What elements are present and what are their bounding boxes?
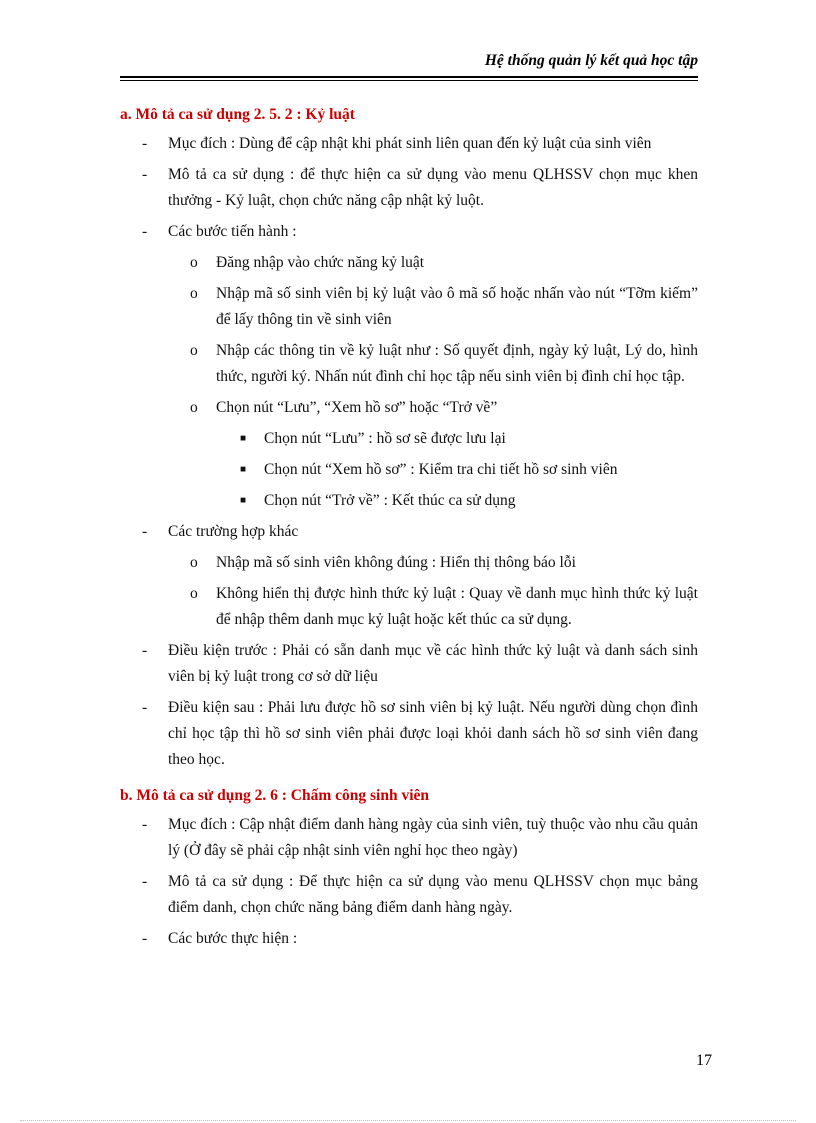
section-a-description [120, 162, 698, 214]
description-text: Mô tả ca sử dụng : Để thực hiện ca sử dụng vào menu QLHSSV chọn mục bảng điểm danh, chọn chức năng bảng điểm danh hàng ngày. [168, 873, 698, 916]
sub-step-item [120, 457, 698, 483]
dash-bullet: - [142, 699, 148, 716]
circle-bullet: o [190, 254, 198, 271]
other-case-item [120, 581, 698, 633]
circle-bullet: o [190, 285, 198, 302]
section-b-steps-label [120, 926, 698, 952]
circle-bullet: o [190, 585, 198, 602]
square-bullet-icon: ■ [240, 495, 247, 506]
sub-step-text: Chọn nút “Trở về” : Kết thúc ca sử dụng [264, 492, 516, 509]
dash-bullet: - [142, 930, 148, 947]
sub-step-text: Chọn nút “Xem hồ sơ” : Kiểm tra chi tiết hồ sơ sinh viên [264, 461, 618, 478]
step-item [120, 338, 698, 390]
precondition-text: Điều kiện trước : Phải có sẵn danh mục về các hình thức kỷ luật và danh sách sinh viên bị kỷ luật trong cơ sở dữ liệu [168, 642, 698, 685]
other-case-text: Nhập mã số sinh viên không đúng : Hiển thị thông báo lỗi [216, 554, 576, 571]
header-rule-thick [120, 76, 698, 78]
other-cases-label-text: Các trường hợp khác [168, 523, 299, 540]
step-text: Nhập mã số sinh viên bị kỷ luật vào ô mã số hoặc nhấn vào nút “Tỡm kiếm” để lấy thông tin về sinh viên [216, 285, 698, 328]
purpose-text: Mục đích : Cập nhật điểm danh hàng ngày của sinh viên, tuỳ thuộc vào nhu cầu quản lý (Ở đây sẽ phải cập nhật sinh viên nghỉ học theo ngày) [168, 816, 698, 859]
dash-bullet: - [142, 135, 148, 152]
step-text: Nhập các thông tin về kỷ luật như : Số quyết định, ngày kỷ luật, Lý do, hình thức, người ký. Nhấn nút đình chỉ học tập nếu sinh viên bị đình chỉ học tập. [216, 342, 698, 385]
section-b-description [120, 869, 698, 921]
step-text: Đăng nhập vào chức năng kỷ luật [216, 254, 425, 271]
section-b-heading: b. Mô tả ca sử dụng 2. 6 : Chấm công sinh viên [120, 787, 430, 804]
purpose-text: Mục đích : Dùng để cập nhật khi phát sinh liên quan đến kỷ luật của sinh viên [168, 135, 652, 152]
circle-bullet: o [190, 342, 198, 359]
header-rule-thin [120, 80, 698, 81]
square-bullet-icon: ■ [240, 433, 247, 444]
steps-label-text: Các bước tiến hành : [168, 223, 297, 240]
section-a-steps-label [120, 219, 698, 245]
other-case-text: Không hiển thị được hình thức kỷ luật : Quay về danh mục hình thức kỷ luật để nhập thêm danh mục kỷ luật hoặc kết thúc ca sử dụng. [216, 585, 698, 628]
dash-bullet: - [142, 523, 148, 540]
dash-bullet: - [142, 642, 148, 659]
page-number: 17 [696, 1052, 712, 1069]
page-content [120, 104, 698, 957]
circle-bullet: o [190, 399, 198, 416]
step-text: Chọn nút “Lưu”, “Xem hồ sơ” hoặc “Trở về” [216, 399, 498, 416]
dash-bullet: - [142, 223, 148, 240]
running-header-title: Hệ thống quản lý kết quả học tập [484, 52, 698, 69]
steps-label-text: Các bước thực hiện : [168, 930, 298, 947]
section-b-purpose [120, 812, 698, 864]
postcondition-text: Điều kiện sau : Phải lưu được hồ sơ sinh viên bị kỷ luật. Nếu người dùng chọn đình chỉ học tập thì hồ sơ sinh viên phải được loại khỏi danh sách hồ sơ sinh viên đang theo học. [168, 699, 698, 768]
step-item [120, 250, 698, 276]
sub-step-text: Chọn nút “Lưu” : hồ sơ sẽ được lưu lại [264, 430, 506, 447]
dash-bullet: - [142, 873, 148, 890]
footer-dotted-line [20, 1120, 796, 1121]
step-item [120, 281, 698, 333]
sub-step-item [120, 488, 698, 514]
dash-bullet: - [142, 166, 148, 183]
section-a-purpose [120, 131, 698, 157]
section-a-postcondition [120, 695, 698, 773]
step-item [120, 395, 698, 421]
square-bullet-icon: ■ [240, 464, 247, 475]
circle-bullet: o [190, 554, 198, 571]
section-a-heading: a. Mô tả ca sử dụng 2. 5. 2 : Kỷ luật [120, 106, 355, 123]
dash-bullet: - [142, 816, 148, 833]
section-a-other-cases-label [120, 519, 698, 545]
section-a-precondition [120, 638, 698, 690]
sub-step-item [120, 426, 698, 452]
description-text: Mô tả ca sử dụng : để thực hiện ca sử dụng vào menu QLHSSV chọn mục khen thưởng - Kỷ luật, chọn chức năng cập nhật kỷ luột. [168, 166, 698, 209]
other-case-item [120, 550, 698, 576]
